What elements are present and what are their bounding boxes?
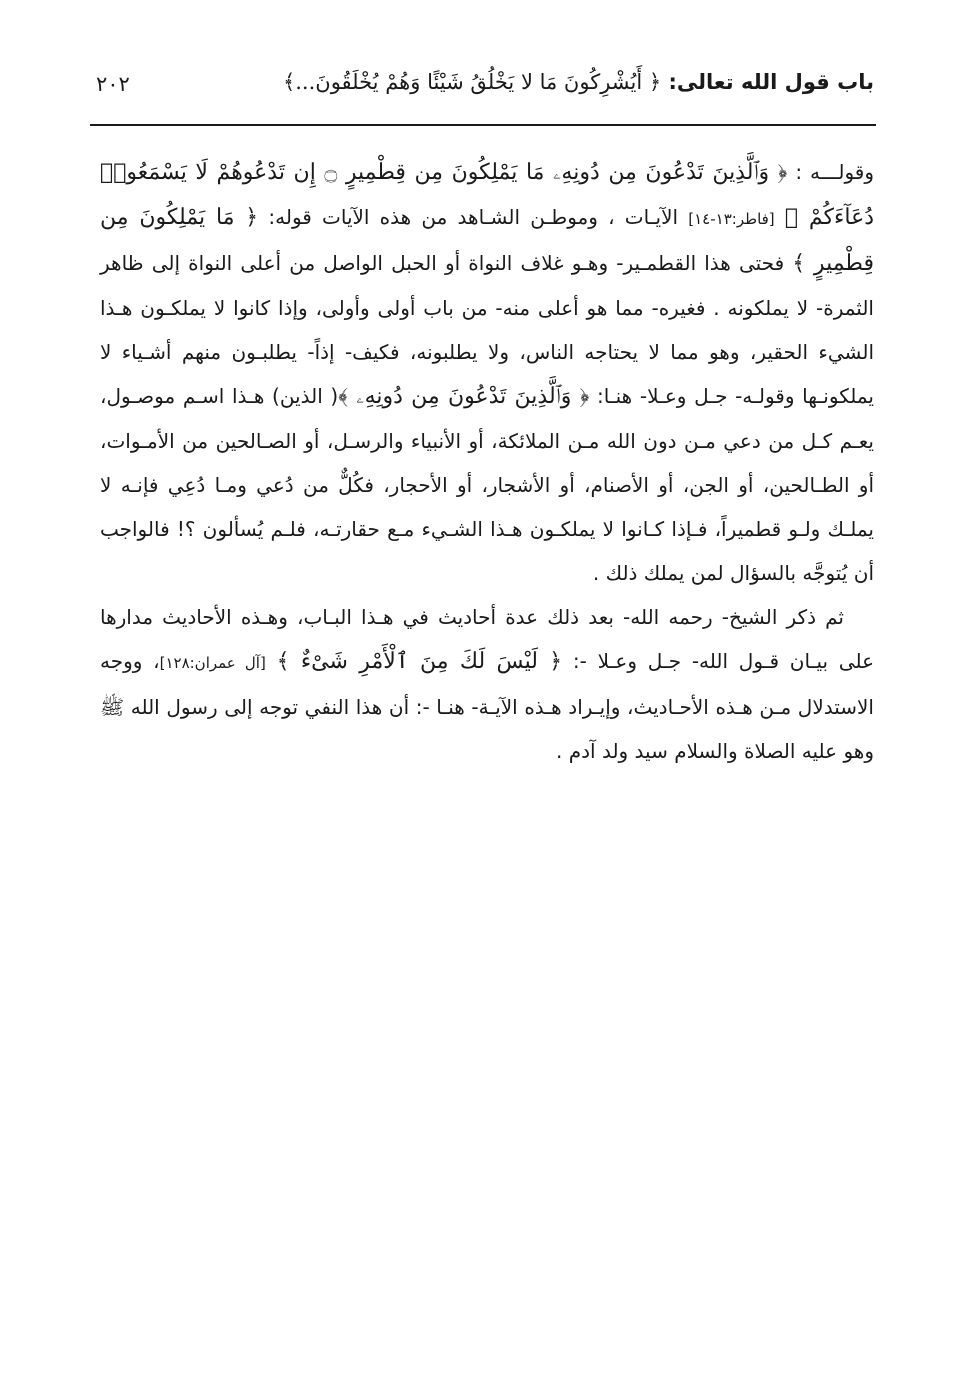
running-header bbox=[96, 66, 874, 122]
quran-verse-al-imran: ﴿ لَيْسَ لَكَ مِنَ ٱلْأَمْرِ شَىْءٌ ﴾ bbox=[276, 649, 563, 674]
p2-text-2: ، ووجه الاستدلال مـن هـذه الأحـاديث، وإيـراد هـذه الآيـة- هنـا -: أن هذا النفي توجه إلى رسول الله ﷺ وهو عليه الصلاة والسلام سيد ولد آدم . bbox=[100, 649, 874, 763]
paragraph-2 bbox=[100, 595, 874, 773]
quran-verse-alladhina: ﴿ وَٱلَّذِينَ تَدْعُونَ مِن دُونِهِۦ ﴾ bbox=[338, 384, 590, 409]
p1-text-2: فحتى هذا القطمـير- وهـو غلاف النواة أو الحبل الواصل من أعلى النواة إلى ظاهر الثمرة- لا يملكونه . فغيره- مما هو أعلى منه- من باب أولى وأولى، وإذا كانوا لا يملكـون هـذا الشيء الحقير، وهو مما لا يحتاجه الناس، ولا يطلبونه، فكيف- إذاً- يطلبـون منهم أشـياء لا يملكونـها وقولـه- جـل وعـلا- هنـا: bbox=[100, 251, 875, 408]
p1-text: الآيـات ، وموطـن الشـاهد من هذه الآيات قوله: bbox=[258, 205, 689, 229]
header-divider bbox=[90, 124, 876, 126]
chapter-title-prefix: باب قول الله تعالى: bbox=[668, 70, 874, 94]
quran-verse-fatir: ﴿ وَٱلَّذِينَ تَدْعُونَ مِن دُونِهِۦ مَا يَمْلِكُونَ مِن قِطْمِيرٍ ۝ إِن تَدْعُوهُمْ لَا يَسْمَعُوا۟ دُعَآءَكُمْ ﴾ bbox=[100, 160, 874, 230]
verse-reference-fatir: [فاطر:١٣-١٤] bbox=[688, 210, 775, 228]
chapter-title-verse: ﴿ أَيُشْرِكُونَ مَا لا يَخْلُقُ شَيْئًا وَهُمْ يُخْلَقُونَ...﴾ bbox=[282, 70, 662, 94]
chapter-title bbox=[283, 70, 874, 94]
body-text bbox=[100, 150, 874, 773]
verse-reference-al-imran: [آل عمران:١٢٨] bbox=[159, 654, 266, 672]
paragraph-1 bbox=[100, 150, 874, 595]
page-number: ٢٠٢ bbox=[96, 72, 130, 96]
p2-text: ثم ذكر الشيخ- رحمه الله- بعد ذلك عدة أحاديث في هـذا البـاب، وهـذه الأحاديث مدارها على بيـان قـول الله- جـل وعـلا -: bbox=[100, 605, 874, 673]
quran-verse-qitmir: ﴿ مَا يَمْلِكُونَ مِن قِطْمِيرٍ ﴾ bbox=[100, 205, 874, 276]
p1-intro: وقولـــه : bbox=[787, 160, 875, 184]
p1-text-3: ( الذين) هـذا اسـم موصـول، يعـم كـل من دعي مـن دون الله مـن الملائكة، أو الأنبياء والرسـل، أو الصـالحين من الأمـوات، أو الطـالحين، أو الجن، أو الأصنام، أو الأشجار، أو الأحجار، فكُلٌّ من دُعي ومـا دُعِي فإنـه لا يملـك ولـو قطميراً، فـإذا كـانوا لا يملكـون هـذا الشـيء مـع حقارتـه، فلـم يُسألون ؟! فالواجب أن يُتوجَّه بالسؤال لمن يملك ذلك . bbox=[100, 384, 874, 585]
